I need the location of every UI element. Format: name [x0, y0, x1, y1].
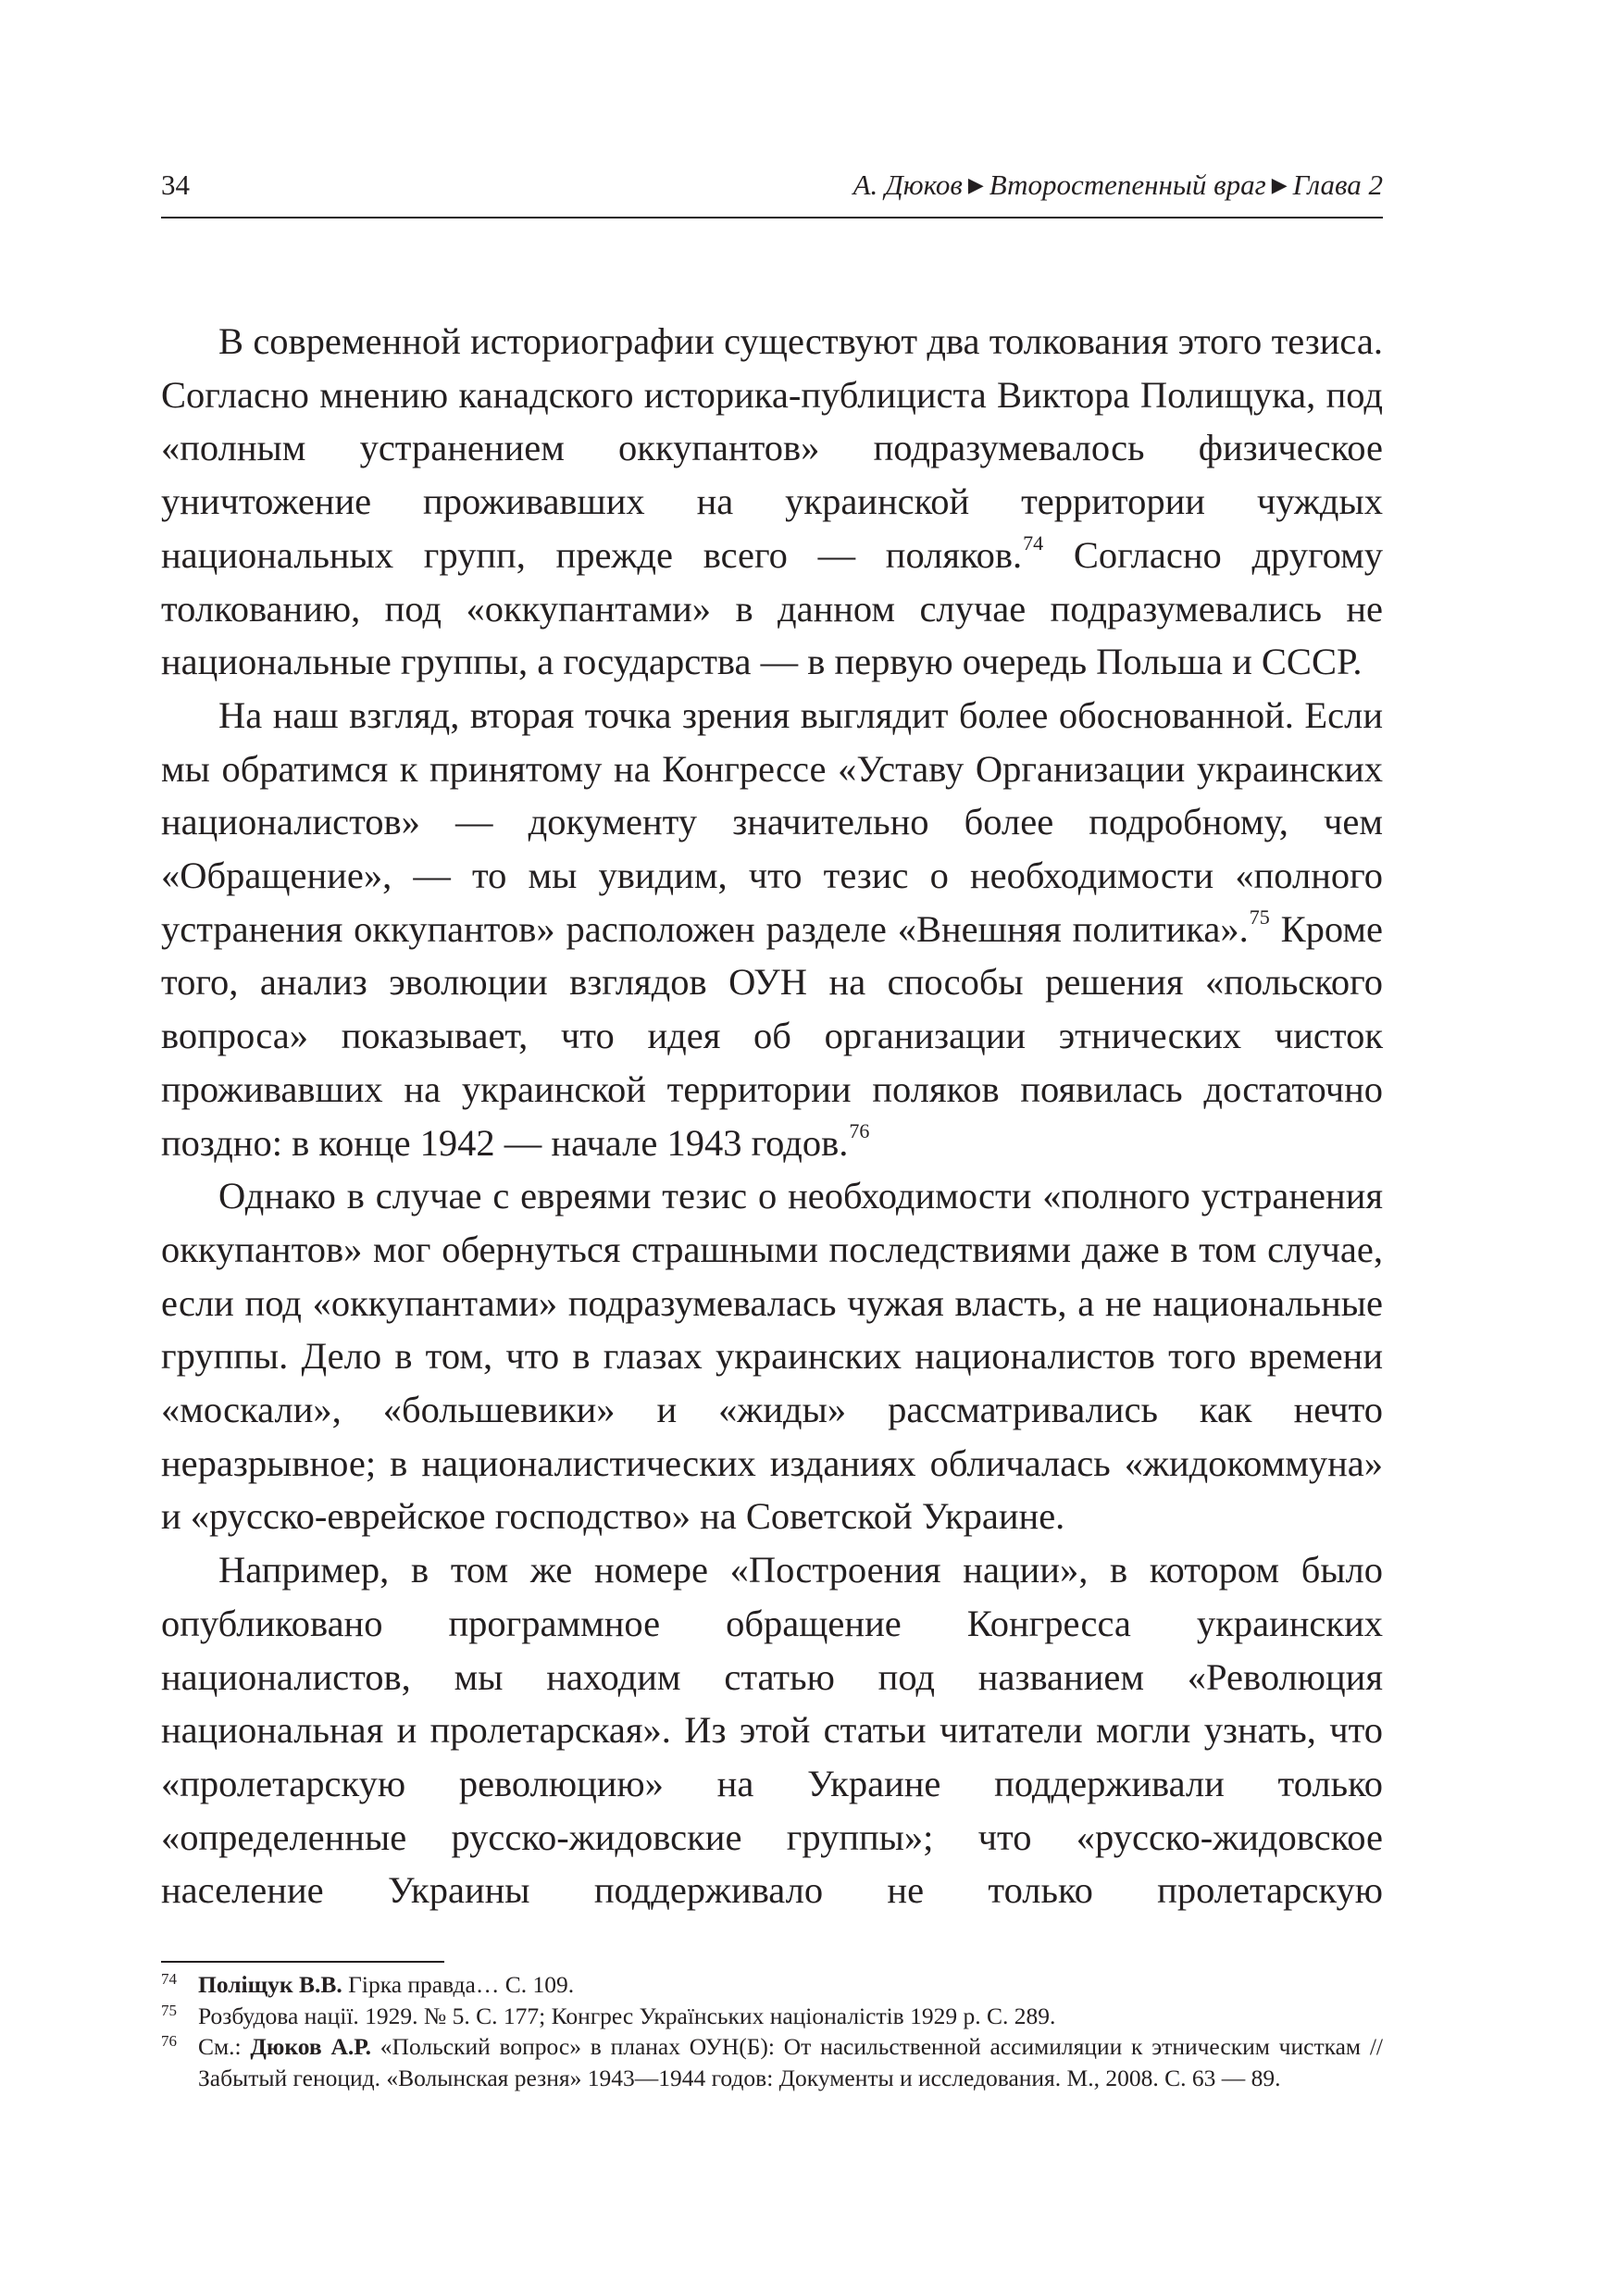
paragraph	[161, 1169, 1383, 1543]
paragraph	[161, 689, 1383, 1169]
body-text	[161, 315, 1383, 1917]
footnotes	[161, 1969, 1383, 2093]
author-name: А. Дюков	[853, 168, 963, 201]
footnote	[161, 1969, 1383, 2001]
footnote-author: Поліщук В.В.	[198, 1971, 342, 1998]
paragraph	[161, 315, 1383, 689]
chapter-label: Глава 2	[1292, 168, 1383, 201]
footnote-ref[interactable]: 74	[1023, 531, 1044, 555]
footnote-number: 76	[161, 2032, 177, 2050]
footnote-number: 74	[161, 1970, 177, 1988]
footnote-text: Розбудова нації. 1929. № 5. С. 177; Конгрес Українських націоналістів 1929 р. С. 289.	[198, 2002, 1056, 2029]
right-triangle-icon: ▶	[1271, 173, 1288, 196]
paragraph-text: Однако в случае с евреями тезис о необходимости «полного устранения оккупантов» мог обернуться страшными последствиями даже в том случае, если под «оккупантами» подразумевалась чужая власть, а не национальные группы. Дело в том, что в глазах украинских националистов того времени «москали», «большевики» и «жиды» рассматривались как нечто неразрывное; в националистических изданиях обличалась «жидокоммуна» и «русско-еврейское господство» на Советской Украине.	[161, 1175, 1383, 1538]
footnote	[161, 2001, 1383, 2032]
footnote-author: Дюков А.Р.	[250, 2033, 372, 2060]
page-number: 34	[161, 168, 190, 201]
right-triangle-icon: ▶	[967, 173, 984, 196]
footnote-rule	[161, 1961, 444, 1963]
footnote-text: «Польский вопрос» в планах ОУН(Б): От насильственной ассимиляции к этническим чисткам // Забытый геноцид. «Волынская резня» 1943—1944 годов: Документы и исследования. М., 2008. С. 63 — 89.	[198, 2033, 1384, 2091]
footnote-ref[interactable]: 76	[849, 1119, 870, 1143]
footnote-prefix: См.:	[198, 2033, 251, 2060]
running-title	[853, 167, 1383, 206]
running-head	[161, 167, 1383, 213]
footnote	[161, 2031, 1383, 2093]
footnote-text: Гірка правда… С. 109.	[342, 1971, 575, 1998]
footnote-number: 75	[161, 2001, 177, 2019]
header-rule	[161, 217, 1383, 218]
paragraph-text: Согласно другому толкованию, под «оккупантами» в данном случае подразумевались не национальные группы, а государства — в первую очередь Польша и СССР.	[161, 533, 1383, 683]
footnote-ref[interactable]: 75	[1249, 905, 1270, 930]
paragraph-text: На наш взгляд, вторая точка зрения выглядит более обоснованной. Если мы обратимся к принятому на Конгрессе «Уставу Организации украинских националистов» — документу значительно более подробному, чем «Обращение», — то мы увидим, что тезис о необходимости «полного устранения оккупантов» расположен разделе «Внешняя политика».	[161, 693, 1383, 950]
paragraph-text: В современной историографии существуют два толкования этого тезиса. Согласно мнению канадского историка-публициста Виктора Полищука, под «полным устранением оккупантов» подразумевалось физическое уничтожение проживавших на украинской территории чуждых национальных групп, прежде всего — поляков.	[161, 320, 1383, 576]
book-title: Второстепенный враг	[989, 168, 1266, 201]
paragraph-text: Кроме того, анализ эволюции взглядов ОУН на способы решения «польского вопроса» показывает, что идея об организации этнических чисток проживавших на украинской территории поляков появилась достаточно поздно: в конце 1942 — начале 1943 годов.	[161, 907, 1383, 1164]
paragraph	[161, 1543, 1383, 1917]
paragraph-text: Например, в том же номере «Построения нации», в котором было опубликовано программное обращение Конгресса украинских националистов, мы находим статью под названием «Революция национальная и пролетарская». Из этой статьи читатели могли узнать, что «пролетарскую революцию» на Украине поддерживали только «определенные русско-жидовские группы»; что «русско-жидовское население Украины поддерживало не только пролетарскую	[161, 1549, 1383, 1912]
